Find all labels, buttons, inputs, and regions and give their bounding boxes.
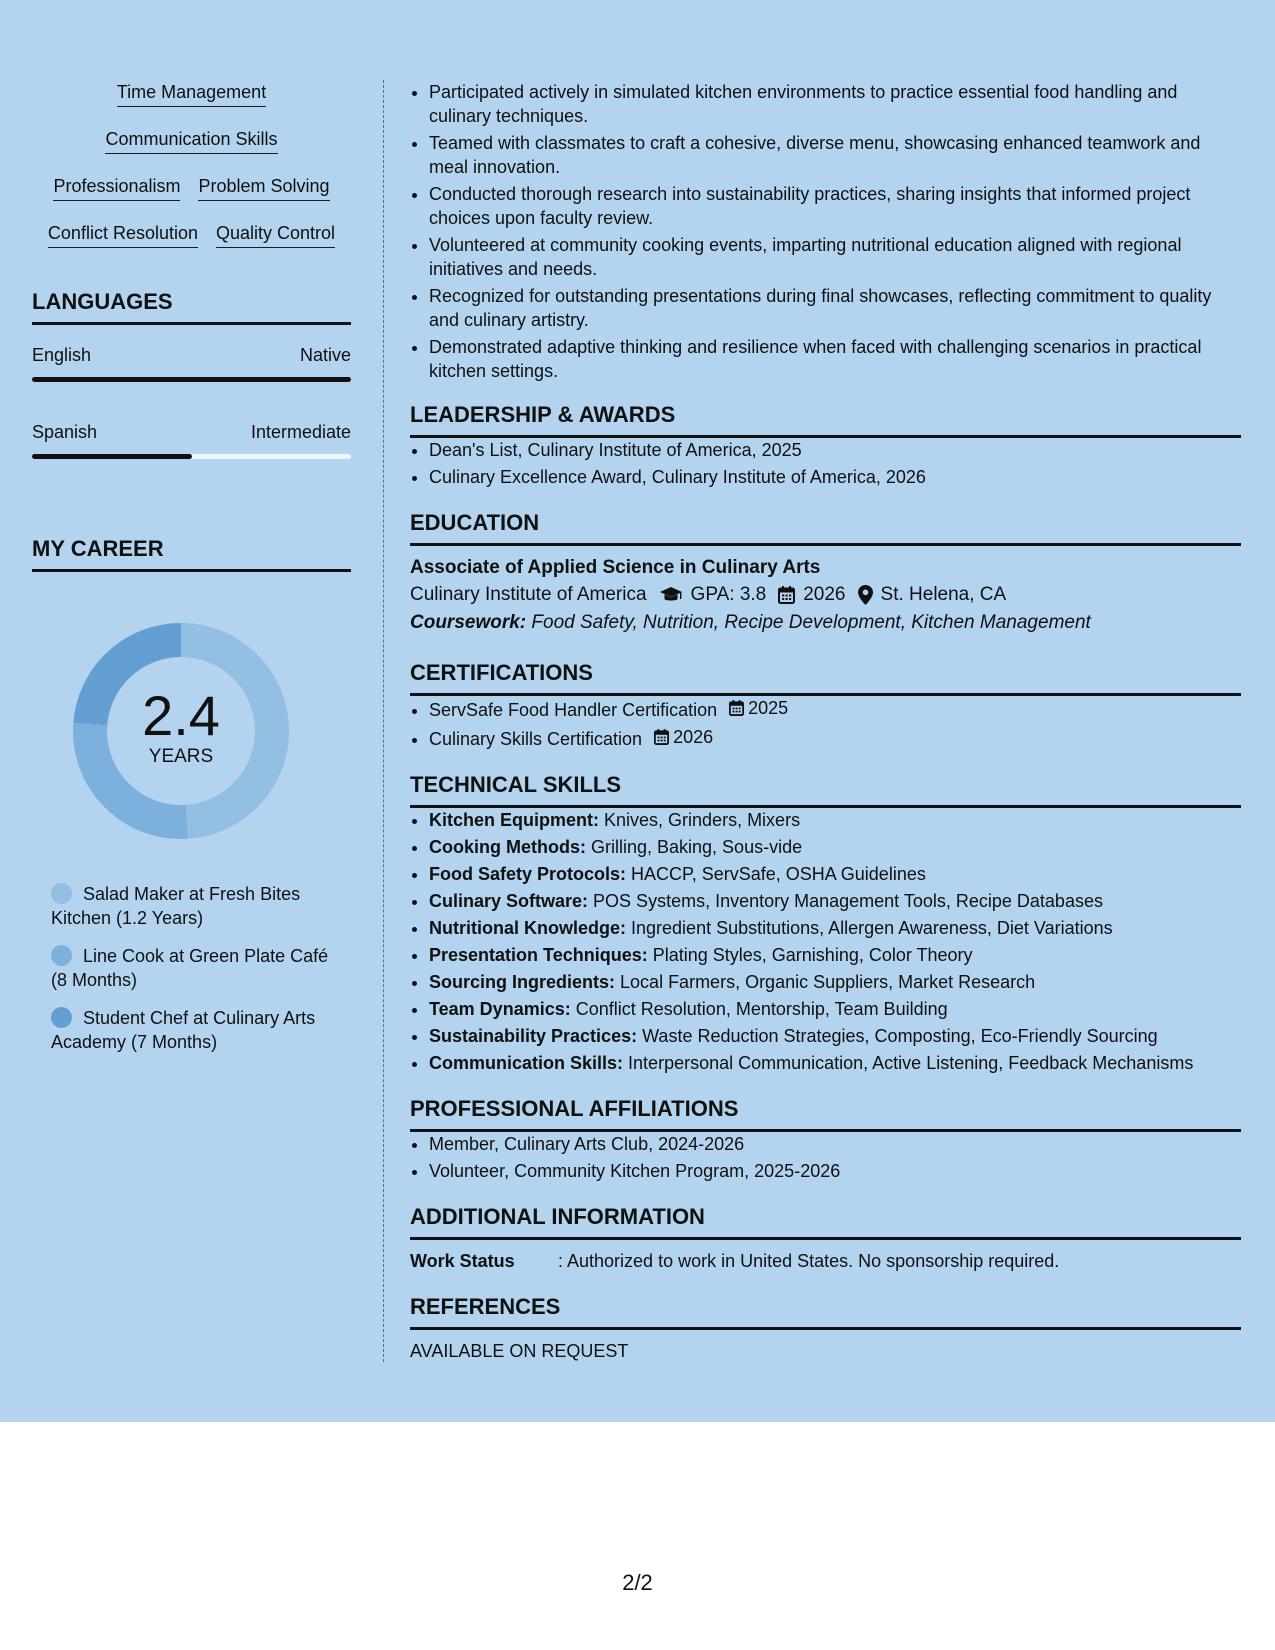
language-level: Intermediate: [250, 422, 351, 442]
leadership-item: • Culinary Excellence Award, Culinary Institute of America, 2026: [429, 465, 1241, 489]
technical-skill-item: [429, 997, 1241, 1021]
skill-values: Plating Styles, Garnishing, Color Theory: [652, 945, 973, 965]
technical-skill-item: [429, 835, 1241, 859]
donut-center: [66, 616, 296, 846]
education-details: [410, 581, 1241, 609]
skill-category: Nutritional Knowledge:: [429, 918, 626, 938]
certification-item: [429, 696, 1241, 722]
language-name: Spanish: [32, 422, 98, 442]
certification-year: 2026: [673, 727, 714, 747]
right-column: [410, 80, 1241, 1363]
legend-item: [51, 1006, 336, 1054]
skill-values: Ingredient Substitutions, Allergen Awareness, Diet Variations: [631, 918, 1113, 938]
legend-dot: [51, 1007, 72, 1028]
skill-tag: Professionalism: [53, 174, 180, 201]
legend-dot: [51, 945, 72, 966]
calendar-icon: [778, 586, 795, 604]
affiliation-item: • Volunteer, Community Kitchen Program, 2025-2026: [429, 1159, 1241, 1183]
skill-tag: Conflict Resolution: [48, 221, 198, 248]
career-total-years: 2.4: [142, 684, 220, 747]
legend-label: Salad Maker at Fresh Bites Kitchen (1.2 Years): [51, 884, 301, 928]
skill-category: Cooking Methods:: [429, 837, 586, 857]
career-donut: [66, 616, 296, 846]
graduation-year: 2026: [803, 584, 846, 605]
certification-year: 2025: [748, 698, 789, 718]
certifications-title: CERTIFICATIONS: [410, 659, 1241, 696]
certification-item: [429, 725, 1241, 751]
affiliations-title: PROFESSIONAL AFFILIATIONS: [410, 1095, 1241, 1132]
language-item: [32, 343, 351, 382]
skill-category: Presentation Techniques:: [429, 945, 648, 965]
skill-tag: Time Management: [117, 80, 266, 107]
experience-bullet: • Teamed with classmates to craft a cohesive, diverse menu, showcasing enhanced teamwork and meal innovation.: [429, 131, 1241, 179]
skill-category: Sourcing Ingredients:: [429, 972, 616, 992]
skill-tag: Communication Skills: [105, 127, 277, 154]
language-bar: [32, 377, 351, 382]
certification-name: ServSafe Food Handler Certification: [429, 700, 718, 720]
skill-tag: Problem Solving: [198, 174, 329, 201]
skill-values: Grilling, Baking, Sous-vide: [591, 837, 803, 857]
left-column: [32, 80, 351, 1068]
legend-item: [51, 882, 336, 930]
languages-title: LANGUAGES: [32, 288, 351, 325]
skill-values: Local Farmers, Organic Suppliers, Market Research: [620, 972, 1036, 992]
experience-bullet: • Demonstrated adaptive thinking and resilience when faced with challenging scenarios in practical kitchen settings.: [429, 335, 1241, 383]
legend-label: Student Chef at Culinary Arts Academy (7 Months): [51, 1008, 316, 1052]
career-legend: [51, 882, 336, 1054]
skill-category: Team Dynamics:: [429, 999, 571, 1019]
skill-values: Waste Reduction Strategies, Composting, Eco-Friendly Sourcing: [642, 1026, 1158, 1046]
skills-row: [32, 80, 351, 107]
work-status-value: : Authorized to work in United States. No sponsorship required.: [558, 1251, 1060, 1271]
school-name: Culinary Institute of America: [410, 584, 647, 605]
skills-row: [32, 221, 351, 248]
coursework-label: Coursework:: [410, 612, 527, 633]
coursework: [410, 609, 1241, 637]
language-bar: [32, 454, 351, 459]
language-bar-fill: [32, 377, 351, 382]
work-status-label: Work Status: [410, 1251, 515, 1271]
technical-skill-item: [429, 808, 1241, 832]
language-bar-fill: [32, 454, 192, 459]
technical-skill-item: [429, 1024, 1241, 1048]
coursework-list: Food Safety, Nutrition, Recipe Development, Kitchen Management: [531, 612, 1091, 633]
skill-values: HACCP, ServSafe, OSHA Guidelines: [631, 864, 926, 884]
graduation-cap-icon: [659, 586, 683, 604]
location-pin-icon: [858, 585, 873, 605]
skill-values: Conflict Resolution, Mentorship, Team Building: [575, 999, 948, 1019]
legend-dot: [51, 883, 72, 904]
affiliation-item: • Member, Culinary Arts Club, 2024-2026: [429, 1132, 1241, 1156]
skill-category: Culinary Software:: [429, 891, 589, 911]
skill-category: Communication Skills:: [429, 1053, 624, 1073]
leadership-item: • Dean's List, Culinary Institute of America, 2025: [429, 438, 1241, 462]
column-divider: [383, 80, 384, 1362]
additional-info-title: ADDITIONAL INFORMATION: [410, 1203, 1241, 1240]
affiliations-list: [410, 1132, 1241, 1183]
skills-row: [32, 174, 351, 201]
leadership-title: LEADERSHIP & AWARDS: [410, 401, 1241, 438]
skills-tags: [32, 80, 351, 248]
experience-bullets: [410, 80, 1241, 383]
page-number: 2/2: [622, 1570, 653, 1595]
skill-category: Food Safety Protocols:: [429, 864, 627, 884]
calendar-icon: [729, 700, 744, 716]
technical-skills-list: [410, 808, 1241, 1075]
experience-bullet: • Participated actively in simulated kitchen environments to practice essential food handling and culinary techniques.: [429, 80, 1241, 128]
technical-skills-title: TECHNICAL SKILLS: [410, 771, 1241, 808]
education-title: EDUCATION: [410, 509, 1241, 546]
technical-skill-item: [429, 916, 1241, 940]
language-level: Native: [299, 345, 351, 365]
experience-bullet: • Recognized for outstanding presentations during final showcases, reflecting commitment to quality and culinary artistry.: [429, 284, 1241, 332]
work-status-row: [410, 1249, 1241, 1273]
degree-name: Associate of Applied Science in Culinary Arts: [410, 557, 821, 578]
skill-tag: Quality Control: [216, 221, 335, 248]
skill-values: POS Systems, Inventory Management Tools, Recipe Databases: [593, 891, 1103, 911]
school-location: St. Helena, CA: [880, 584, 1007, 605]
leadership-list: [410, 438, 1241, 489]
technical-skill-item: [429, 889, 1241, 913]
career-title: MY CAREER: [32, 535, 351, 572]
skills-row: [32, 127, 351, 154]
certification-name: Culinary Skills Certification: [429, 729, 643, 749]
skill-category: Sustainability Practices:: [429, 1026, 638, 1046]
language-name: English: [32, 345, 92, 365]
legend-label: Line Cook at Green Plate Café (8 Months): [51, 946, 329, 990]
legend-item: [51, 944, 336, 992]
references-title: REFERENCES: [410, 1293, 1241, 1330]
gpa: GPA: 3.8: [690, 584, 767, 605]
technical-skill-item: [429, 943, 1241, 967]
references-text: AVAILABLE ON REQUEST: [410, 1341, 629, 1361]
technical-skill-item: [429, 1051, 1241, 1075]
career-total-unit: YEARS: [148, 746, 214, 767]
calendar-icon: [654, 729, 669, 745]
certifications-list: [410, 696, 1241, 751]
experience-bullet: • Volunteered at community cooking events, imparting nutritional education aligned with regional initiatives and needs.: [429, 233, 1241, 281]
language-item: [32, 420, 351, 459]
skill-values: Knives, Grinders, Mixers: [604, 810, 801, 830]
skill-values: Interpersonal Communication, Active Listening, Feedback Mechanisms: [628, 1053, 1194, 1073]
experience-bullet: • Conducted thorough research into sustainability practices, sharing insights that informed project choices upon faculty review.: [429, 182, 1241, 230]
technical-skill-item: [429, 970, 1241, 994]
skill-category: Kitchen Equipment:: [429, 810, 599, 830]
technical-skill-item: [429, 862, 1241, 886]
